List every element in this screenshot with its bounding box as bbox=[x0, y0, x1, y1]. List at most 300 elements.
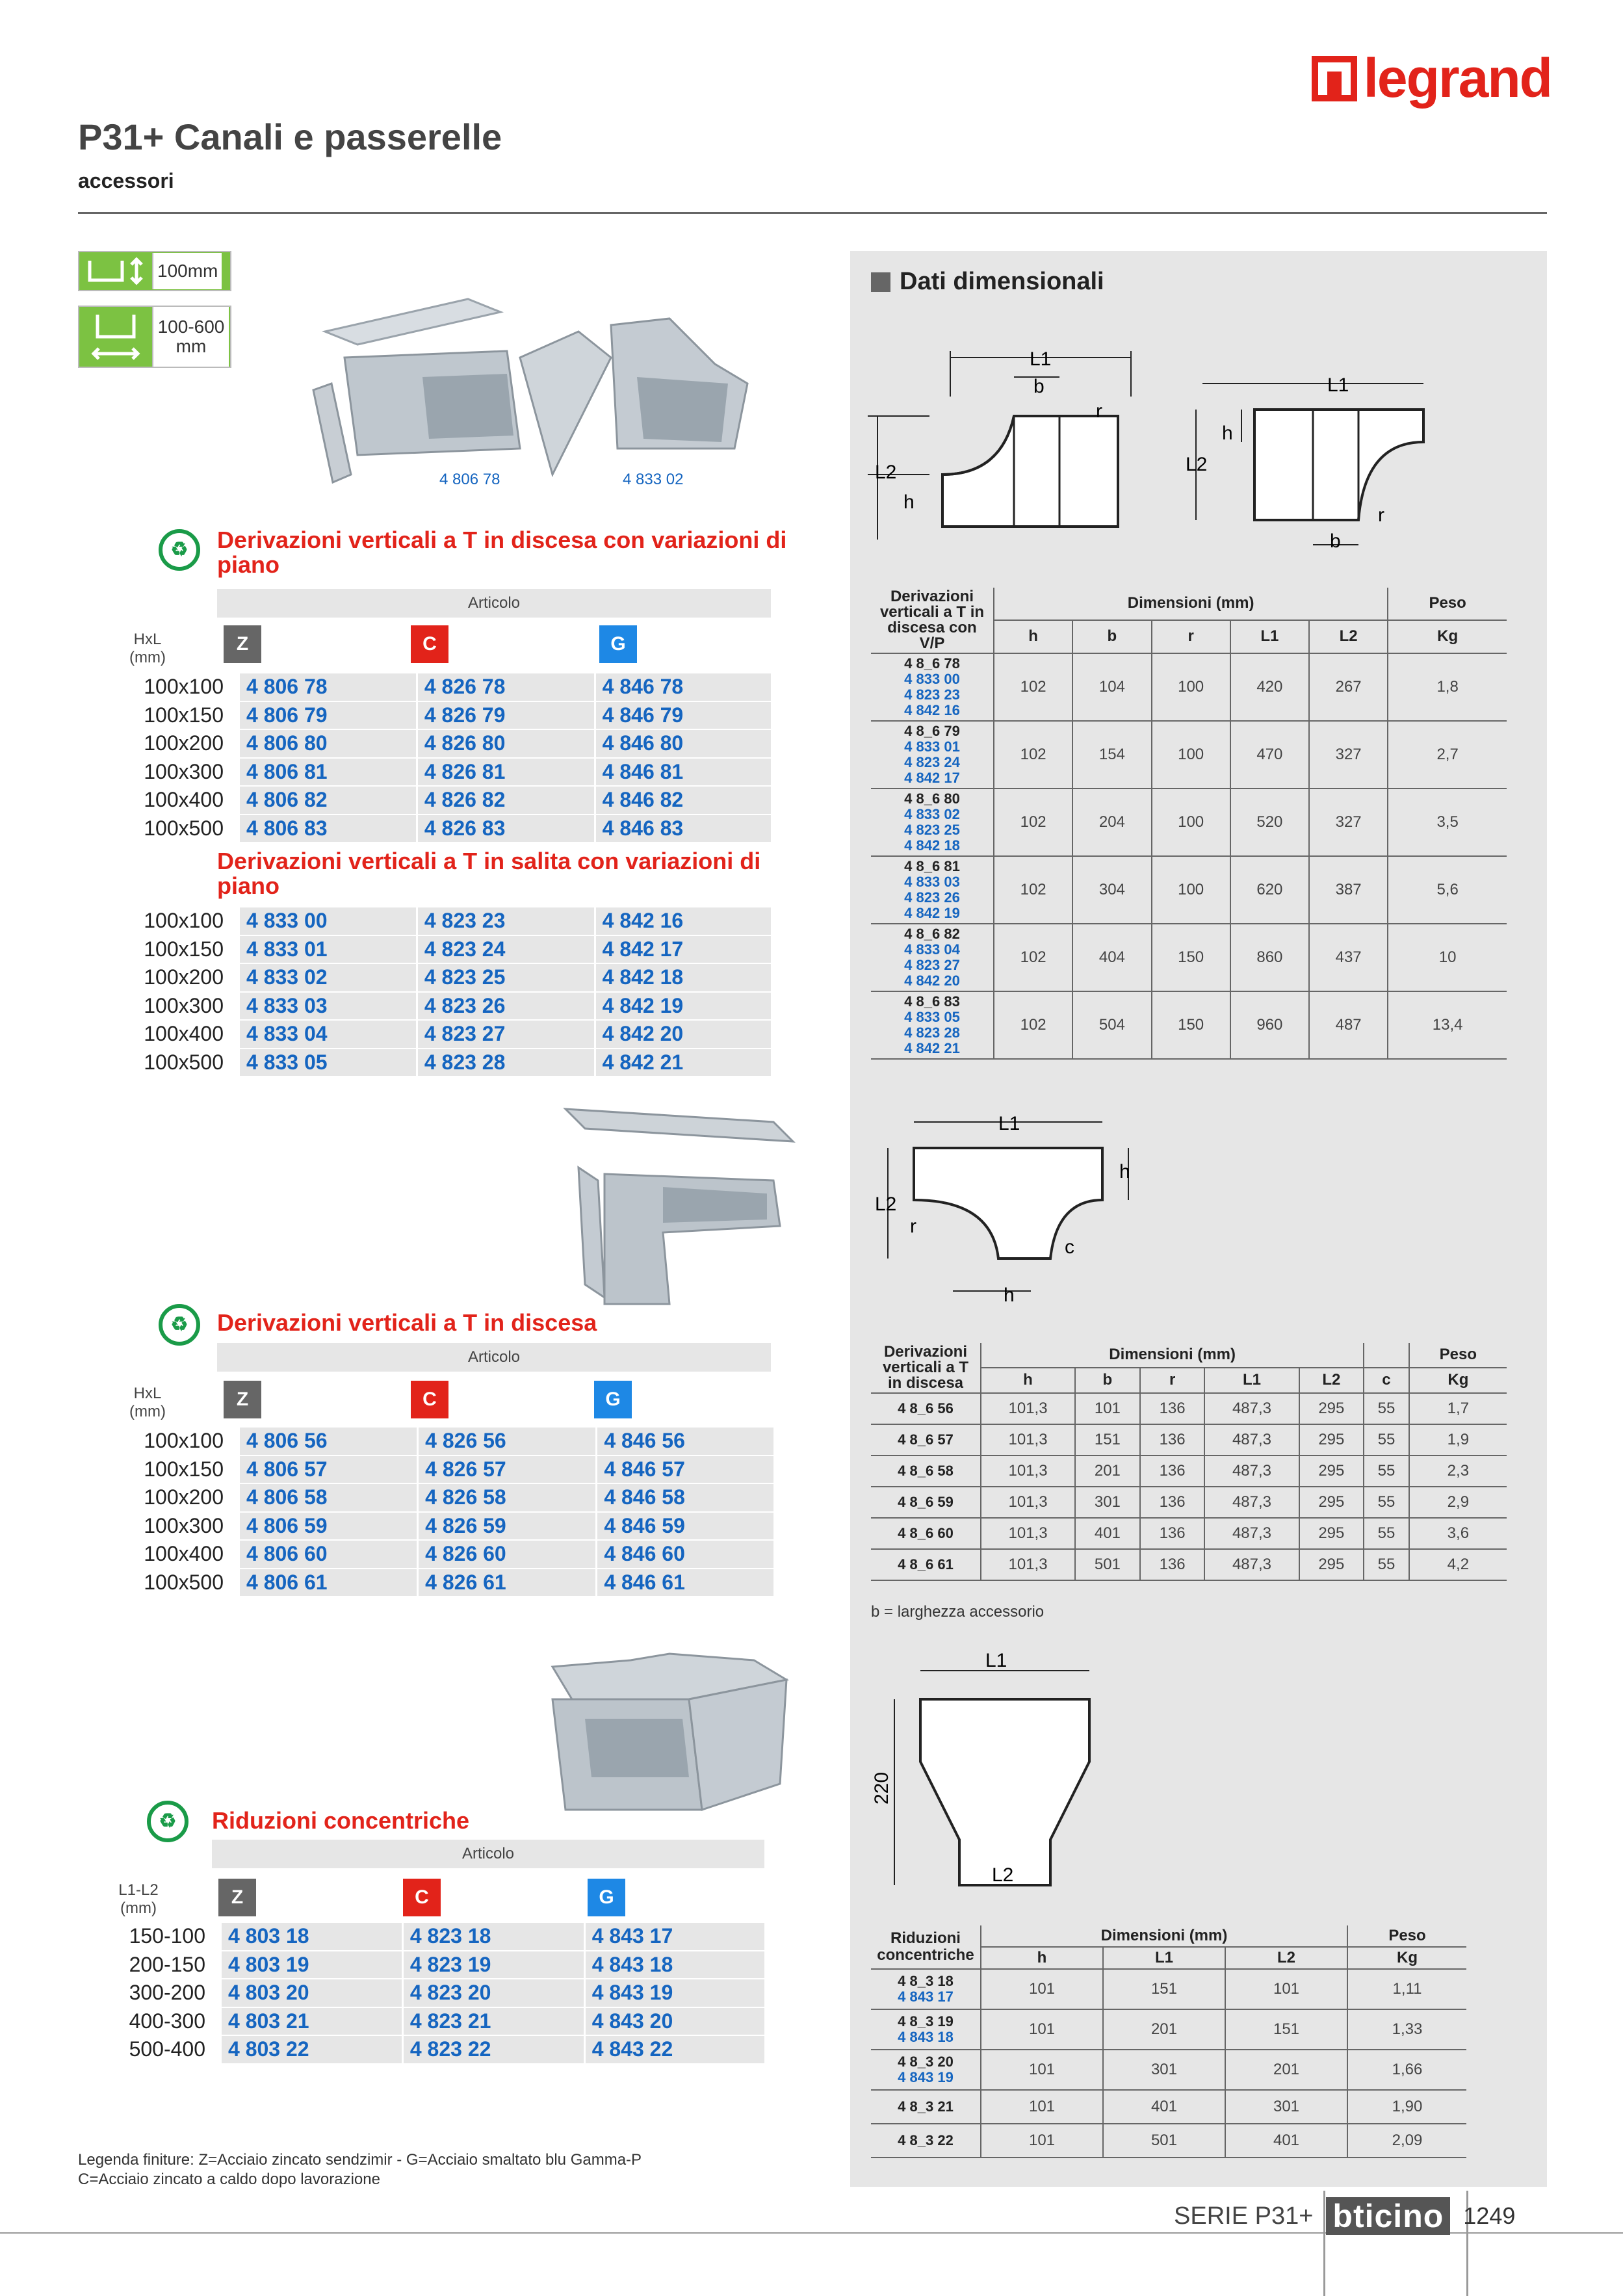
row-code: 4 833 05 bbox=[904, 1009, 960, 1025]
row-dimension: 100x100 bbox=[96, 673, 239, 701]
row-code: 4 823 27 bbox=[904, 957, 960, 973]
article-code-g[interactable]: 4 843 19 bbox=[584, 1979, 764, 2007]
article-code-g[interactable]: 4 846 80 bbox=[595, 729, 771, 758]
finish-z-badge: Z bbox=[224, 625, 261, 663]
table-cell: 204 bbox=[1072, 789, 1151, 856]
table-cell: 295 bbox=[1299, 1424, 1364, 1455]
table-row bbox=[871, 1455, 1507, 1487]
section2-title: Derivazioni verticali a T in salita con variazioni di piano bbox=[217, 848, 761, 899]
table-cell: 101,3 bbox=[981, 1518, 1075, 1549]
table-cell: 136 bbox=[1140, 1549, 1205, 1580]
article-code-z[interactable]: 4 806 57 bbox=[239, 1455, 418, 1484]
article-code-c[interactable]: 4 826 56 bbox=[418, 1428, 597, 1455]
table-row bbox=[78, 2007, 764, 2036]
article-code-c[interactable]: 4 826 61 bbox=[418, 1569, 597, 1597]
article-code-g[interactable]: 4 846 81 bbox=[595, 758, 771, 787]
table-row bbox=[871, 721, 1507, 789]
article-code-z[interactable]: 4 806 82 bbox=[239, 786, 417, 815]
table-cell: 295 bbox=[1299, 1518, 1364, 1549]
t2-dims-header: Dimensioni (mm) bbox=[981, 1343, 1364, 1368]
table-row bbox=[871, 991, 1507, 1059]
table-cell: 1,9 bbox=[1409, 1424, 1507, 1455]
t3-peso-header: Peso bbox=[1347, 1925, 1466, 1947]
table-cell: 487,3 bbox=[1204, 1487, 1299, 1518]
row-codes bbox=[871, 924, 994, 991]
article-code-z[interactable]: 4 833 02 bbox=[239, 963, 417, 992]
photo-caption-2: 4 833 02 bbox=[623, 471, 684, 488]
table-cell: 1,8 bbox=[1388, 653, 1507, 721]
table-cell: 55 bbox=[1364, 1549, 1409, 1580]
table-cell: 150 bbox=[1152, 924, 1230, 991]
article-code-g[interactable]: 4 842 16 bbox=[595, 907, 771, 935]
row-code: 4 823 28 bbox=[904, 1024, 960, 1041]
table-cell: 136 bbox=[1140, 1518, 1205, 1549]
row-code: 4 8_6 60 bbox=[871, 1518, 981, 1549]
column-header: b bbox=[1072, 620, 1151, 653]
table-cell: 136 bbox=[1140, 1455, 1205, 1487]
row-codes bbox=[871, 2009, 981, 2050]
table-cell: 101 bbox=[981, 2009, 1103, 2050]
section2-table bbox=[96, 907, 771, 1077]
row-codes bbox=[871, 1969, 981, 2009]
article-code-g[interactable]: 4 843 18 bbox=[584, 1951, 764, 1979]
article-code-g[interactable]: 4 843 22 bbox=[584, 2035, 764, 2064]
column-header: h bbox=[981, 1368, 1075, 1393]
article-code-c[interactable]: 4 823 23 bbox=[417, 907, 595, 935]
table-cell: 102 bbox=[994, 653, 1072, 721]
article-code-z[interactable]: 4 803 21 bbox=[221, 2007, 403, 2036]
table-cell: 101 bbox=[1225, 1969, 1347, 2009]
section3-articolo-header: Articolo bbox=[217, 1343, 771, 1372]
article-code-g[interactable]: 4 846 82 bbox=[595, 786, 771, 815]
row-dimension: 100x200 bbox=[96, 729, 239, 758]
row-codes bbox=[871, 789, 994, 856]
legrand-logo-icon bbox=[1312, 56, 1357, 101]
section1-table bbox=[96, 673, 771, 843]
label-L2: L2 bbox=[875, 1194, 897, 1215]
product-photo-riduzione bbox=[539, 1641, 812, 1823]
article-code-z[interactable]: 4 803 18 bbox=[221, 1923, 403, 1951]
eco-label-icon: ♻ bbox=[159, 529, 200, 571]
article-code-z[interactable]: 4 833 04 bbox=[239, 1020, 417, 1049]
t2-note: b = larghezza accessorio bbox=[871, 1603, 1045, 1621]
table-row bbox=[78, 1979, 764, 2007]
row-code: 4 8_3 18 bbox=[898, 1973, 954, 1989]
table-cell: 101 bbox=[981, 2050, 1103, 2090]
table-cell: 102 bbox=[994, 789, 1072, 856]
legrand-logo bbox=[1312, 47, 1552, 110]
dati-square-icon bbox=[871, 272, 890, 292]
row-code: 4 8_6 83 bbox=[904, 993, 960, 1010]
table-cell: 487 bbox=[1309, 991, 1388, 1059]
row-codes bbox=[871, 721, 994, 789]
article-code-c[interactable]: 4 826 79 bbox=[417, 701, 595, 730]
finish-c-badge: C bbox=[411, 625, 448, 663]
row-code: 4 843 18 bbox=[898, 2029, 954, 2045]
table-cell: 104 bbox=[1072, 653, 1151, 721]
article-code-c[interactable]: 4 823 28 bbox=[417, 1049, 595, 1077]
table-cell: 470 bbox=[1230, 721, 1309, 789]
row-dimension: 100x150 bbox=[96, 701, 239, 730]
table-row bbox=[871, 856, 1507, 924]
table-cell: 295 bbox=[1299, 1393, 1364, 1424]
section3-table bbox=[96, 1428, 773, 1597]
article-code-z[interactable]: 4 806 61 bbox=[239, 1569, 418, 1597]
table-cell: 201 bbox=[1103, 2009, 1225, 2050]
row-dimension: 100x500 bbox=[96, 815, 239, 843]
tray-height-icon bbox=[79, 254, 152, 288]
table-cell: 520 bbox=[1230, 789, 1309, 856]
table-row bbox=[78, 1951, 764, 1979]
table-cell: 101 bbox=[981, 1969, 1103, 2009]
row-code: 4 842 20 bbox=[904, 972, 960, 989]
column-header: Kg bbox=[1409, 1368, 1507, 1393]
table-cell: 136 bbox=[1140, 1487, 1205, 1518]
diagram-t-discesa-vp-2 bbox=[1183, 371, 1443, 559]
table-row bbox=[96, 729, 771, 758]
article-code-c[interactable]: 4 826 83 bbox=[417, 815, 595, 843]
table-cell: 101,3 bbox=[981, 1424, 1075, 1455]
row-dimension: 150-100 bbox=[78, 1923, 221, 1951]
article-code-z[interactable]: 4 833 01 bbox=[239, 935, 417, 964]
height-badge-label: 100mm bbox=[152, 253, 222, 289]
row-codes bbox=[871, 2050, 981, 2090]
article-code-z[interactable]: 4 833 00 bbox=[239, 907, 417, 935]
table-row bbox=[96, 1455, 773, 1484]
dati-title-text: Dati dimensionali bbox=[900, 268, 1104, 295]
article-code-g[interactable]: 4 846 79 bbox=[595, 701, 771, 730]
table-cell: 2,09 bbox=[1347, 2124, 1466, 2158]
column-header: L2 bbox=[1225, 1947, 1347, 1969]
table-row bbox=[871, 1487, 1507, 1518]
row-dimension: 100x300 bbox=[96, 758, 239, 787]
row-dimension: 100x150 bbox=[96, 935, 239, 964]
row-code: 4 8_3 19 bbox=[898, 2013, 954, 2029]
article-code-c[interactable]: 4 823 25 bbox=[417, 963, 595, 992]
row-code: 4 8_6 81 bbox=[904, 858, 960, 874]
table-cell: 102 bbox=[994, 721, 1072, 789]
table-row bbox=[871, 2124, 1466, 2158]
article-code-g[interactable]: 4 846 83 bbox=[595, 815, 771, 843]
photo-caption-1: 4 806 78 bbox=[439, 471, 500, 488]
width-badge-label: 100-600 mm bbox=[152, 307, 229, 367]
row-dimension: 100x500 bbox=[96, 1049, 239, 1077]
article-code-z[interactable]: 4 803 22 bbox=[221, 2035, 403, 2064]
table-cell: 1,7 bbox=[1409, 1393, 1507, 1424]
article-code-z[interactable]: 4 806 56 bbox=[239, 1428, 418, 1455]
row-code: 4 8_6 59 bbox=[871, 1487, 981, 1518]
table-cell: 401 bbox=[1225, 2124, 1347, 2158]
table-cell: 151 bbox=[1103, 1969, 1225, 2009]
column-header: c bbox=[1364, 1368, 1409, 1393]
article-code-z[interactable]: 4 803 19 bbox=[221, 1951, 403, 1979]
label-h: h bbox=[1222, 423, 1233, 444]
section1-articolo-header: Articolo bbox=[217, 589, 771, 618]
table-cell: 295 bbox=[1299, 1487, 1364, 1518]
article-code-c[interactable]: 4 823 22 bbox=[402, 2035, 584, 2064]
row-code: 4 8_6 57 bbox=[871, 1424, 981, 1455]
article-code-c[interactable]: 4 823 27 bbox=[417, 1020, 595, 1049]
t1-peso-header: Peso bbox=[1388, 588, 1507, 620]
article-code-c[interactable]: 4 823 21 bbox=[402, 2007, 584, 2036]
row-code: 4 843 17 bbox=[898, 1989, 954, 2005]
table-cell: 1,66 bbox=[1347, 2050, 1466, 2090]
row-dimension: 100x400 bbox=[96, 1540, 239, 1569]
article-code-z[interactable]: 4 833 03 bbox=[239, 992, 417, 1021]
article-code-c[interactable]: 4 826 57 bbox=[418, 1455, 597, 1484]
table-row bbox=[871, 653, 1507, 721]
article-code-g[interactable]: 4 843 17 bbox=[584, 1923, 764, 1951]
label-r: r bbox=[1096, 400, 1102, 422]
row-codes bbox=[871, 991, 994, 1059]
article-code-z[interactable]: 4 833 05 bbox=[239, 1049, 417, 1077]
table-cell: 55 bbox=[1364, 1518, 1409, 1549]
row-dimension: 100x300 bbox=[96, 992, 239, 1021]
row-dimension: 100x400 bbox=[96, 1020, 239, 1049]
table-cell: 295 bbox=[1299, 1549, 1364, 1580]
article-code-z[interactable]: 4 803 20 bbox=[221, 1979, 403, 2007]
article-code-z[interactable]: 4 806 81 bbox=[239, 758, 417, 787]
legrand-wordmark: legrand bbox=[1363, 47, 1552, 109]
article-code-g[interactable]: 4 846 60 bbox=[597, 1540, 773, 1569]
row-codes bbox=[871, 856, 994, 924]
article-code-c[interactable]: 4 826 81 bbox=[417, 758, 595, 787]
table-row bbox=[96, 786, 771, 815]
row-dimension: 200-150 bbox=[78, 1951, 221, 1979]
table-cell: 295 bbox=[1299, 1455, 1364, 1487]
table-row bbox=[871, 2009, 1466, 2050]
table-row bbox=[78, 2035, 764, 2064]
article-code-g[interactable]: 4 846 56 bbox=[597, 1428, 773, 1455]
table-cell: 301 bbox=[1103, 2050, 1225, 2090]
t3-head-label: Riduzioni concentriche bbox=[871, 1925, 981, 1969]
row-code: 4 8_6 82 bbox=[904, 926, 960, 942]
diagram-t-discesa-vp-1 bbox=[864, 345, 1150, 566]
table-row bbox=[96, 963, 771, 992]
finish-c-badge: C bbox=[403, 1879, 441, 1916]
table-cell: 2,9 bbox=[1409, 1487, 1507, 1518]
height-badge bbox=[78, 251, 231, 291]
table-row bbox=[96, 673, 771, 701]
table-row bbox=[871, 1549, 1507, 1580]
row-code: 4 842 16 bbox=[904, 702, 960, 718]
article-code-g[interactable]: 4 843 20 bbox=[584, 2007, 764, 2036]
label-c: c bbox=[1065, 1236, 1074, 1258]
table-cell: 151 bbox=[1075, 1424, 1140, 1455]
table-row bbox=[96, 758, 771, 787]
table-cell: 10 bbox=[1388, 924, 1507, 991]
article-code-z[interactable]: 4 806 83 bbox=[239, 815, 417, 843]
table-cell: 267 bbox=[1309, 653, 1388, 721]
column-header: h bbox=[994, 620, 1072, 653]
row-dimension: 100x400 bbox=[96, 786, 239, 815]
page-subtitle: accessori bbox=[78, 169, 174, 192]
article-code-c[interactable]: 4 823 26 bbox=[417, 992, 595, 1021]
table-row bbox=[96, 935, 771, 964]
finish-z-badge: Z bbox=[224, 1381, 261, 1418]
label-L1: L1 bbox=[1030, 348, 1052, 370]
finish-g-badge: G bbox=[599, 625, 637, 663]
table-cell: 1,11 bbox=[1347, 1969, 1466, 2009]
dati-table-3 bbox=[871, 1925, 1466, 2158]
table-cell: 154 bbox=[1072, 721, 1151, 789]
table-cell: 101,3 bbox=[981, 1549, 1075, 1580]
label-h: h bbox=[1119, 1161, 1130, 1182]
table-row bbox=[96, 992, 771, 1021]
article-code-z[interactable]: 4 806 78 bbox=[239, 673, 417, 701]
article-code-c[interactable]: 4 826 59 bbox=[418, 1512, 597, 1541]
article-code-g[interactable]: 4 846 59 bbox=[597, 1512, 773, 1541]
table-cell: 100 bbox=[1152, 721, 1230, 789]
row-code: 4 823 25 bbox=[904, 822, 960, 838]
eco-label-icon: ♻ bbox=[147, 1801, 188, 1842]
table-cell: 55 bbox=[1364, 1487, 1409, 1518]
article-code-c[interactable]: 4 826 80 bbox=[417, 729, 595, 758]
article-code-z[interactable]: 4 806 60 bbox=[239, 1540, 418, 1569]
footer bbox=[1174, 2197, 1515, 2235]
table-cell: 201 bbox=[1225, 2050, 1347, 2090]
t1-dims-header: Dimensioni (mm) bbox=[994, 588, 1388, 620]
label-L1: L1 bbox=[985, 1650, 1007, 1671]
row-dimension: 400-300 bbox=[78, 2007, 221, 2036]
eco-label-icon: ♻ bbox=[159, 1304, 200, 1346]
table-cell: 55 bbox=[1364, 1424, 1409, 1455]
label-L2: L2 bbox=[1186, 454, 1208, 475]
row-dimension: 300-200 bbox=[78, 1979, 221, 2007]
row-code: 4 833 00 bbox=[904, 671, 960, 687]
table-cell: 960 bbox=[1230, 991, 1309, 1059]
table-row bbox=[871, 789, 1507, 856]
column-header: Kg bbox=[1388, 620, 1507, 653]
table-cell: 487,3 bbox=[1204, 1549, 1299, 1580]
article-code-c[interactable]: 4 826 78 bbox=[417, 673, 595, 701]
label-L2: L2 bbox=[875, 462, 897, 483]
article-code-g[interactable]: 4 842 21 bbox=[595, 1049, 771, 1077]
article-code-g[interactable]: 4 842 20 bbox=[595, 1020, 771, 1049]
article-code-g[interactable]: 4 846 57 bbox=[597, 1455, 773, 1484]
table-cell: 102 bbox=[994, 991, 1072, 1059]
article-code-g[interactable]: 4 842 19 bbox=[595, 992, 771, 1021]
article-code-z[interactable]: 4 806 80 bbox=[239, 729, 417, 758]
table-row bbox=[871, 1424, 1507, 1455]
row-code: 4 842 17 bbox=[904, 770, 960, 786]
table-cell: 151 bbox=[1225, 2009, 1347, 2050]
row-dimension: 100x200 bbox=[96, 1483, 239, 1512]
article-code-c[interactable]: 4 826 82 bbox=[417, 786, 595, 815]
row-code: 4 8_6 78 bbox=[904, 655, 960, 672]
label-r: r bbox=[1378, 504, 1384, 526]
table-row bbox=[871, 1969, 1466, 2009]
table-row bbox=[96, 1428, 773, 1455]
table-cell: 301 bbox=[1225, 2090, 1347, 2124]
table-row bbox=[96, 1569, 773, 1597]
dati-title bbox=[871, 268, 1104, 296]
column-header: L2 bbox=[1299, 1368, 1364, 1393]
tray-width-icon bbox=[79, 308, 152, 365]
label-L2: L2 bbox=[992, 1864, 1014, 1886]
table-cell: 101 bbox=[1075, 1393, 1140, 1424]
product-photo-t-derivations bbox=[305, 280, 799, 488]
article-code-c[interactable]: 4 823 19 bbox=[402, 1951, 584, 1979]
column-header: L1 bbox=[1230, 620, 1309, 653]
table-cell: 501 bbox=[1075, 1549, 1140, 1580]
section4-title: Riduzioni concentriche bbox=[212, 1807, 470, 1834]
section4-rows bbox=[78, 1923, 764, 2064]
row-code: 4 842 19 bbox=[904, 905, 960, 921]
row-codes bbox=[871, 653, 994, 721]
table-cell: 2,7 bbox=[1388, 721, 1507, 789]
row-code: 4 8_3 21 bbox=[898, 2098, 954, 2115]
t3-dims-header: Dimensioni (mm) bbox=[981, 1925, 1347, 1947]
article-code-c[interactable]: 4 826 58 bbox=[418, 1483, 597, 1512]
row-dimension: 100x200 bbox=[96, 963, 239, 992]
table-cell: 401 bbox=[1075, 1518, 1140, 1549]
t1-head-label: Derivazioni verticali a T in discesa con V/P bbox=[871, 588, 994, 653]
article-code-z[interactable]: 4 806 59 bbox=[239, 1512, 418, 1541]
table-cell: 101,3 bbox=[981, 1487, 1075, 1518]
article-code-c[interactable]: 4 823 24 bbox=[417, 935, 595, 964]
article-code-g[interactable]: 4 846 58 bbox=[597, 1483, 773, 1512]
table-cell: 101 bbox=[981, 2124, 1103, 2158]
article-code-c[interactable]: 4 823 20 bbox=[402, 1979, 584, 2007]
row-code: 4 8_6 56 bbox=[871, 1393, 981, 1424]
row-code: 4 842 18 bbox=[904, 837, 960, 854]
table-cell: 102 bbox=[994, 856, 1072, 924]
table-row bbox=[96, 1020, 771, 1049]
article-code-c[interactable]: 4 826 60 bbox=[418, 1540, 597, 1569]
section4-articolo-header: Articolo bbox=[212, 1840, 764, 1868]
table-cell: 13,4 bbox=[1388, 991, 1507, 1059]
column-header: Kg bbox=[1347, 1947, 1466, 1969]
column-header: r bbox=[1140, 1368, 1205, 1393]
article-code-z[interactable]: 4 806 79 bbox=[239, 701, 417, 730]
table-cell: 101 bbox=[981, 2090, 1103, 2124]
finish-c-badge: C bbox=[411, 1381, 448, 1418]
table-cell: 620 bbox=[1230, 856, 1309, 924]
dati-table-2 bbox=[871, 1343, 1507, 1581]
column-header: h bbox=[981, 1947, 1103, 1969]
row-codes bbox=[871, 2124, 981, 2158]
table-row bbox=[96, 1483, 773, 1512]
legenda-line-2: C=Acciaio zincato a caldo dopo lavorazione bbox=[78, 2171, 380, 2188]
table-row bbox=[96, 815, 771, 843]
article-code-g[interactable]: 4 842 17 bbox=[595, 935, 771, 964]
article-code-g[interactable]: 4 846 78 bbox=[595, 673, 771, 701]
row-code: 4 833 04 bbox=[904, 941, 960, 958]
table-row bbox=[96, 701, 771, 730]
row-code: 4 8_6 61 bbox=[871, 1549, 981, 1580]
table-row bbox=[96, 1049, 771, 1077]
column-header: L2 bbox=[1309, 620, 1388, 653]
table-row bbox=[78, 1923, 764, 1951]
table-cell: 487,3 bbox=[1204, 1455, 1299, 1487]
table-cell: 136 bbox=[1140, 1393, 1205, 1424]
article-code-g[interactable]: 4 846 61 bbox=[597, 1569, 773, 1597]
table-cell: 487,3 bbox=[1204, 1393, 1299, 1424]
bticino-logo: bticino bbox=[1326, 2197, 1450, 2235]
table-cell: 501 bbox=[1103, 2124, 1225, 2158]
row-code: 4 8_3 20 bbox=[898, 2054, 954, 2070]
article-code-g[interactable]: 4 842 18 bbox=[595, 963, 771, 992]
article-code-z[interactable]: 4 806 58 bbox=[239, 1483, 418, 1512]
finish-g-badge: G bbox=[588, 1879, 625, 1916]
row-dimension: 100x300 bbox=[96, 1512, 239, 1541]
row-dimension: 100x500 bbox=[96, 1569, 239, 1597]
article-code-c[interactable]: 4 823 18 bbox=[402, 1923, 584, 1951]
row-dimension: 500-400 bbox=[78, 2035, 221, 2064]
legenda bbox=[78, 2150, 642, 2189]
dati-table-1 bbox=[871, 588, 1507, 1060]
